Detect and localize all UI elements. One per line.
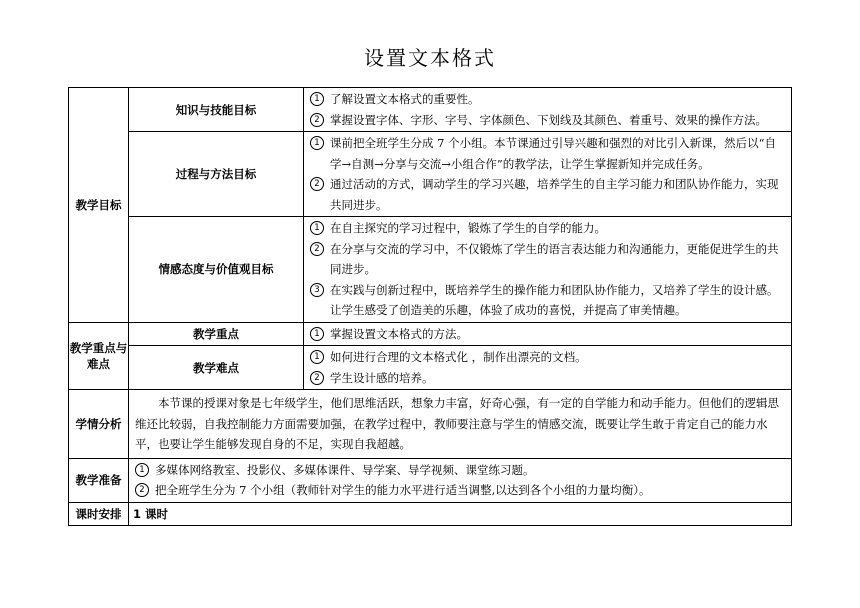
circled-number: 1 [135,463,149,477]
list-item-text: 了解设置文本格式的重要性。 [330,92,480,106]
analysis-text: 本节课的授课对象是七年级学生，他们思维活跃，想象力丰富，好奇心强，有一定的自学能力和动手能力。但他们的逻辑思维还比较弱，自我控制能力方面需要加强，在教学过程中，教师要注意与学生的情感交流，既要让学生敢于肯定自己的能力水平，也要让学生能够发现自身的不足，实现自我超越。 [135,396,779,451]
circled-number: 2 [310,371,324,385]
focus-label: 教学重点 [129,322,304,346]
list-item [308,239,787,280]
list-item [308,133,787,174]
list-item-text: 掌握设置文本格式的方法。 [330,326,468,341]
list-item [308,347,787,368]
circled-number: 2 [310,177,324,191]
circled-number: 2 [135,483,149,497]
circled-number: 1 [310,136,324,150]
circled-number: 1 [310,350,324,364]
process-goal-content [304,132,792,217]
list-item [308,89,787,110]
list-item [308,280,787,321]
list-item-text: 把全班学生分为 7 个小组（教师针对学生的能力水平进行适当调整,以达到各个小组的力量均衡）。 [155,483,651,497]
list-item [308,368,787,389]
circled-number: 1 [310,92,324,106]
analysis-content [129,390,792,459]
schedule-label: 课时安排 [69,502,129,526]
table-row [69,88,792,132]
list-item-text: 掌握设置字体、字形、字号、字体颜色、下划线及其颜色、着重号、效果的操作方法。 [330,112,767,127]
emotion-goal-content [304,217,792,323]
list-item-text: 在实践与创新过程中，既培养学生的操作能力和团队协作能力，又培养了学生的设计感。让学生感受了创造美的乐趣，体验了成功的喜悦，并提高了审美情趣。 [330,282,779,317]
table-row [69,390,792,459]
table-row [69,346,792,390]
list-item-text: 在分享与交流的学习中，不仅锻炼了学生的语言表达能力和沟通能力，更能促进学生的共同进步。 [330,241,779,276]
circled-number: 2 [310,113,324,127]
table-row [69,458,792,502]
focus-content [304,322,792,346]
objectives-label: 教学目标 [69,88,129,323]
knowledge-goal-content [304,88,792,132]
schedule-value: 1 课时 [129,502,792,526]
list-item [308,110,787,131]
table-row [69,217,792,323]
list-item-text: 多媒体网络教室、投影仪、多媒体课件、导学案、导学视频、课堂练习题。 [155,462,535,477]
difficulty-label: 教学难点 [129,346,304,390]
difficulty-content [304,346,792,390]
circled-number: 1 [310,327,324,341]
list-item-text: 在自主探究的学习过程中，锻炼了学生的自学的能力。 [330,221,606,235]
circled-number: 3 [310,283,324,297]
list-item-text: 学生设计感的培养。 [330,370,434,385]
preparation-content [129,458,792,502]
process-goal-label: 过程与方法目标 [129,132,304,217]
page-title: 设置文本格式 [364,46,496,70]
table-row [69,322,792,346]
list-item-text: 如何进行合理的文本格式化 ，制作出漂亮的文档。 [330,350,587,364]
preparation-label: 教学准备 [69,458,129,502]
circled-number: 2 [310,242,324,256]
keypoints-label: 教学重点与难点 [69,322,129,390]
list-item [133,480,787,501]
list-item [308,218,787,239]
lesson-plan-table [68,87,792,526]
emotion-goal-label: 情感态度与价值观目标 [129,217,304,323]
list-item [133,460,787,481]
list-item-text: 课前把全班学生分成 7 个小组。本节课通过引导兴趣和强烈的对比引入新课，然后以“自学→自测→分享与交流→小组合作”的教学法，让学生掌握新知并完成任务。 [330,136,777,171]
circled-number: 1 [310,221,324,235]
table-row [69,132,792,217]
knowledge-goal-label: 知识与技能目标 [129,88,304,132]
table-row [69,502,792,526]
list-item [308,174,787,215]
list-item-text: 通过活动的方式，调动学生的学习兴趣，培养学生的自主学习能力和团队协作能力，实现共同进步。 [330,177,779,212]
analysis-label: 学情分析 [69,390,129,459]
list-item [308,324,787,345]
